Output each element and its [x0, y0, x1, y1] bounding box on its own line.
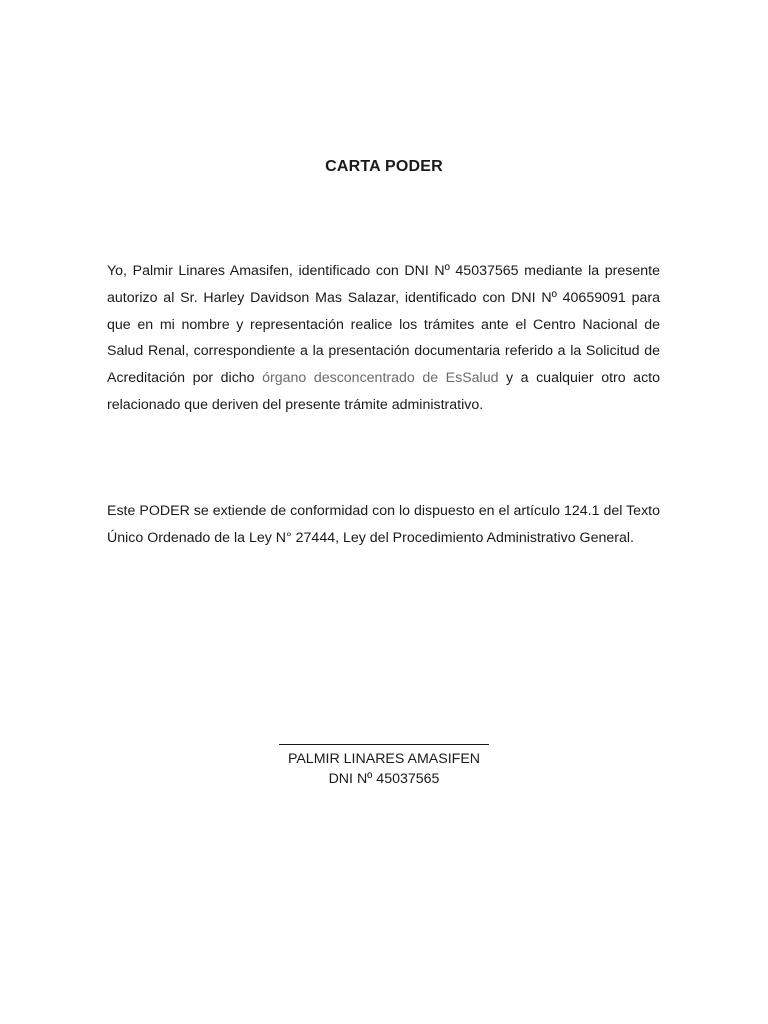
- authorization-paragraph: [107, 258, 660, 419]
- document-title: CARTA PODER: [325, 158, 443, 175]
- signature-block: [0, 730, 768, 789]
- authorization-text-highlight: órgano desconcentrado de EsSalud: [262, 370, 499, 387]
- authorization-text-start: Yo, Palmir Linares Amasifen, identificado con DNI Nº 45037565 mediante la presente autorizo al Sr. Harley Davidson Mas Salazar, identificado con DNI Nº 40659091 para que en mi nombre y representación realice los trámites ante el Centro Nacional de Salud Renal, correspondiente a la presentación documentaria referido a la Solicitud de Acreditación por dicho: [107, 263, 660, 387]
- authorization-text-end: y a cualquier otro acto relacionado que deriven del presente trámite administrativo.: [107, 370, 660, 413]
- legal-basis-paragraph: Este PODER se extiende de conformidad con lo dispuesto en el artículo 124.1 del Texto Único Ordenado de la Ley N° 27444, Ley del Procedimiento Administrativo General.: [107, 503, 660, 546]
- signatory-dni: DNI Nº 45037565: [328, 771, 440, 787]
- signatory-name: PALMIR LINARES AMASIFEN: [287, 751, 481, 767]
- signature-line: [279, 730, 489, 745]
